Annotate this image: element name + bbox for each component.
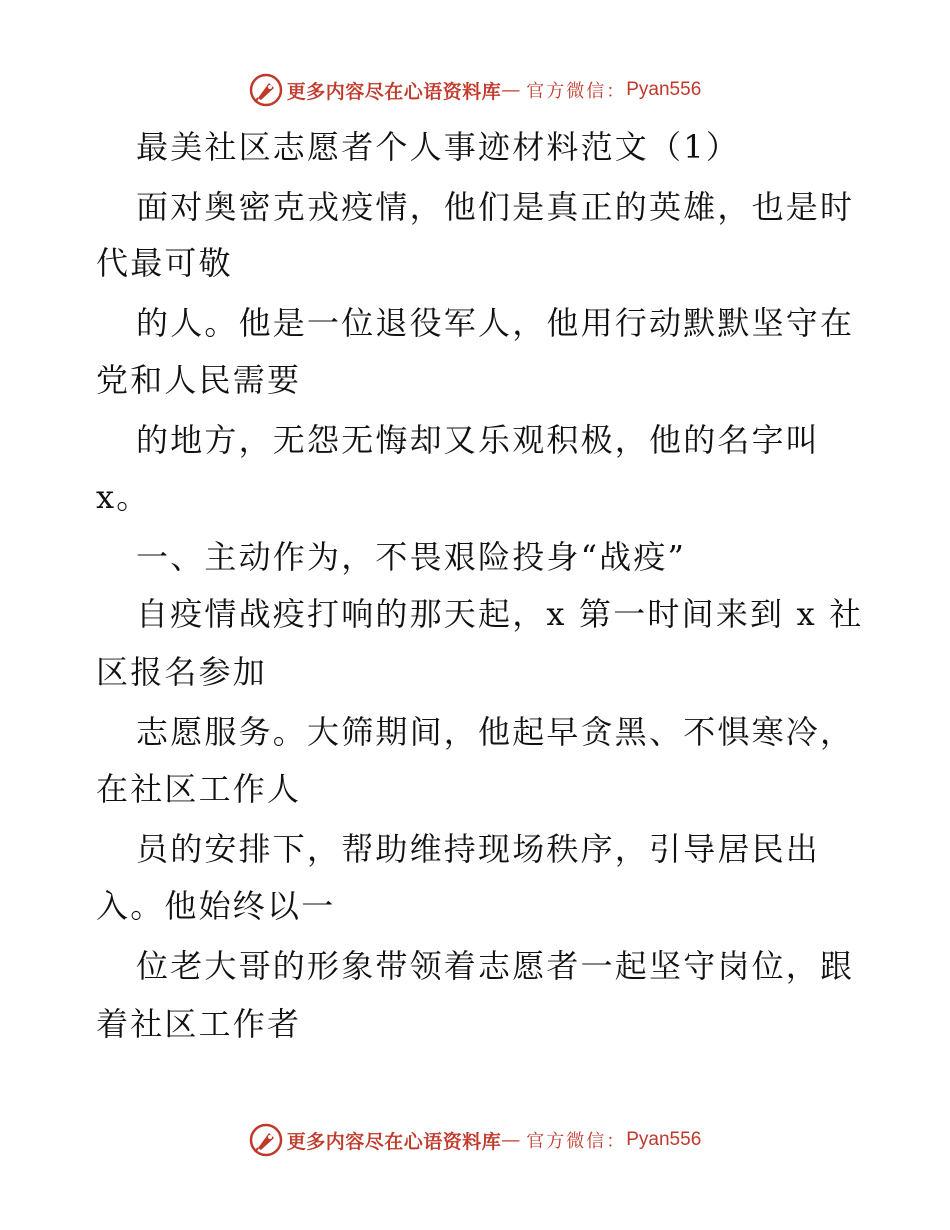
pen-nib-logo-icon bbox=[249, 73, 283, 107]
banner-slogan: 更多内容尽在心语资料库 bbox=[286, 1130, 502, 1153]
document-title: 最美社区志愿者个人事迹材料范文（1） bbox=[136, 128, 740, 166]
paragraph-line: 面对奥密克戎疫情，他们是真正的英雄，也是时 bbox=[136, 188, 855, 226]
paragraph-line: 的地方，无怨无悔却又乐观积极，他的名字叫 bbox=[136, 421, 821, 459]
paragraph-line: 志愿服务。大筛期间，他起早贪黑、不惧寒冷， bbox=[136, 713, 855, 751]
paragraph-line: x。 bbox=[96, 478, 151, 516]
paragraph-line: 位老大哥的形象带领着志愿者一起坚守岗位，跟 bbox=[136, 947, 855, 985]
banner-wechat-label: 官方微信： bbox=[526, 81, 627, 102]
footer-banner bbox=[0, 1120, 950, 1160]
paragraph-line: 在社区工作人 bbox=[96, 770, 302, 808]
paragraph-line: 代最可敬 bbox=[96, 244, 233, 282]
pen-nib-logo-icon bbox=[249, 1123, 283, 1157]
banner-wechat-label: 官方微信： bbox=[526, 1131, 627, 1152]
paragraph-line: 党和人民需要 bbox=[96, 361, 302, 399]
paragraph-line: 的人。他是一位退役军人，他用行动默默坚守在 bbox=[136, 304, 855, 342]
banner-wechat-id: Pyan556 bbox=[626, 79, 702, 100]
paragraph-line: 区报名参加 bbox=[96, 653, 268, 691]
banner-separator: — bbox=[501, 1129, 521, 1151]
header-banner bbox=[0, 70, 950, 110]
paragraph-line: 入。他始终以一 bbox=[96, 887, 336, 925]
paragraph-line: 着社区工作者 bbox=[96, 1005, 302, 1043]
banner-separator: — bbox=[501, 79, 521, 101]
paragraph-line: 员的安排下，帮助维持现场秩序，引导居民出 bbox=[136, 830, 821, 868]
section-heading: 一、主动作为，不畏艰险投身“战疫” bbox=[136, 538, 687, 576]
paragraph-line: 自疫情战疫打响的那天起，x 第一时间来到 x 社 bbox=[136, 595, 864, 633]
banner-wechat-id: Pyan556 bbox=[626, 1129, 702, 1150]
banner-slogan: 更多内容尽在心语资料库 bbox=[286, 80, 502, 103]
